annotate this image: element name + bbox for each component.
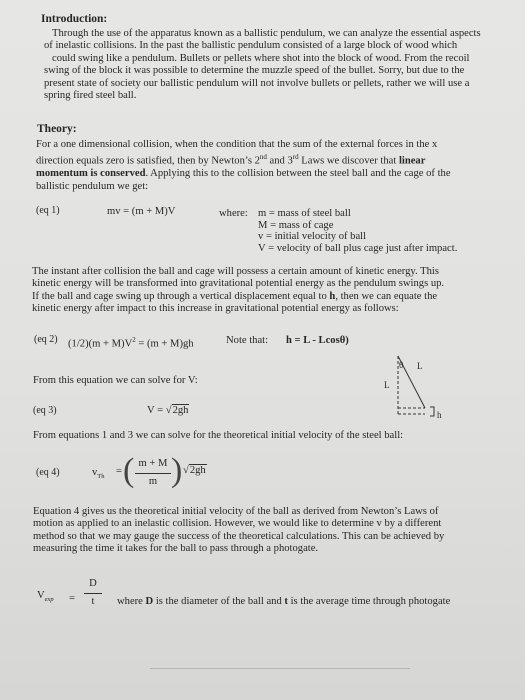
intro-paragraph — [44, 28, 481, 102]
method-line: measuring the time it takes for the ball to pass through a photogate. — [33, 543, 319, 555]
method-line: Equation 4 gives us the theoretical initial velocity of the ball as derived from Newton’s Laws of — [33, 506, 439, 517]
eq4-denominator: m — [148, 476, 158, 487]
theory-heading: Theory: — [37, 123, 77, 135]
h-bracket — [430, 407, 434, 416]
left-paren: ( — [123, 452, 135, 489]
theta-label: θ — [399, 360, 404, 370]
intro-heading: Introduction: — [41, 13, 108, 25]
intro-line: swing of the block it was possible to determine the muzzle speed of the bullet. Sorry, but due to the — [44, 65, 465, 77]
eq4-label: (eq 4) — [36, 467, 60, 478]
intro-line: present state of society our ballistic pendulum will not involve bullets or pellets, rather we will use a — [44, 77, 470, 89]
theory-line: momentum is conserved. Applying this to the collision between the steel ball and the cage of the — [36, 168, 451, 180]
vexp-description: where D is the diameter of the ball and t is the average time through photogate — [117, 596, 451, 607]
page-footer-rule — [150, 668, 410, 669]
eq4-fraction-bar — [135, 473, 171, 474]
eq2-note-formula: h = L - Lcosθ) — [286, 335, 349, 346]
definition-item: M = mass of cage — [258, 219, 334, 231]
eq1-where: where: — [219, 208, 248, 219]
intro-line: could swing like a pendulum. Bullets or pellets where shot into the block of wood. From the recoil — [52, 52, 470, 64]
eq3-formula: V = √2gh — [147, 405, 189, 416]
from-equations-text: From equations 1 and 3 we can solve for the theoretical initial velocity of the steel ball: — [33, 430, 404, 441]
eq2-formula: $(1/2)(m + M)V^2 = (m + M)gh$ — [68, 336, 194, 350]
eq1-formula: mv = (m + M)V — [107, 206, 176, 217]
method-line: method so that we may gauge the success of the theoretical calculations. This can be achieved by — [33, 530, 445, 542]
energy-paragraph — [32, 266, 444, 316]
theory-paragraph — [36, 139, 451, 193]
eq2-label: (eq 2) — [34, 334, 58, 345]
l-left-label: L — [384, 380, 390, 390]
intro-line: of inelastic collisions. In the past the ballistic pendulum consisted of a large block of wood which — [44, 40, 458, 52]
energy-line: The instant after collision the ball and cage will possess a certain amount of kinetic energy. This — [32, 266, 439, 277]
method-line: motion as applied to an inelastic collision. However, we would like to determine v by a different — [33, 518, 442, 530]
vexp-numerator: D — [89, 578, 97, 589]
vexp-fraction-bar — [84, 593, 102, 594]
eq2-note: Note that: — [226, 335, 269, 346]
eq4-numerator: m + M — [138, 458, 168, 469]
vexp-lhs: $V_{exp}$ — [37, 590, 54, 604]
eq1-label: (eq 1) — [36, 205, 60, 216]
theory-line: For a one dimensional collision, when the condition that the sum of the external forces in the x — [36, 139, 438, 150]
eq4-equals: = — [116, 466, 122, 477]
energy-line: kinetic energy will be transformed into gravitational potential energy as the pendulum swings up. — [32, 278, 445, 290]
eq4-lhs: $v_{Th}$ — [92, 467, 105, 481]
pendulum-diagram — [380, 350, 475, 440]
eq3-label: (eq 3) — [33, 405, 57, 416]
intro-line: spring fired steel ball. — [44, 90, 137, 102]
sqrt-symbol: √2gh — [165, 405, 189, 416]
method-paragraph — [33, 506, 444, 556]
eq1-definitions — [258, 208, 457, 254]
l-right-label: L — [417, 361, 423, 371]
energy-line: If the ball and cage swing up through a vertical displacement equal to h, then we can equate the — [32, 290, 438, 302]
energy-line: kinetic energy after impact to this increase in gravitational potential energy as follows: — [32, 303, 399, 315]
theory-line: direction equals zero is satisfied, then by Newton’s 2nd and 3rd Laws we discover that linear — [36, 153, 426, 167]
theory-line: ballistic pendulum we get: — [36, 180, 149, 192]
right-paren: ) — [171, 452, 183, 489]
vexp-denominator: t — [91, 596, 95, 607]
h-label: h — [437, 410, 442, 420]
vexp-equals: = — [69, 593, 75, 604]
definition-item: V = velocity of ball plus cage just after impact. — [258, 242, 458, 254]
definition-item: m = mass of steel ball — [258, 208, 351, 219]
solve-v-text: From this equation we can solve for V: — [33, 375, 198, 386]
intro-line: Through the use of the apparatus known as a ballistic pendulum, we can analyze the essential aspects — [52, 28, 481, 39]
eq4-sqrt: √2gh — [183, 465, 206, 476]
definition-item: v = initial velocity of ball — [258, 231, 367, 243]
